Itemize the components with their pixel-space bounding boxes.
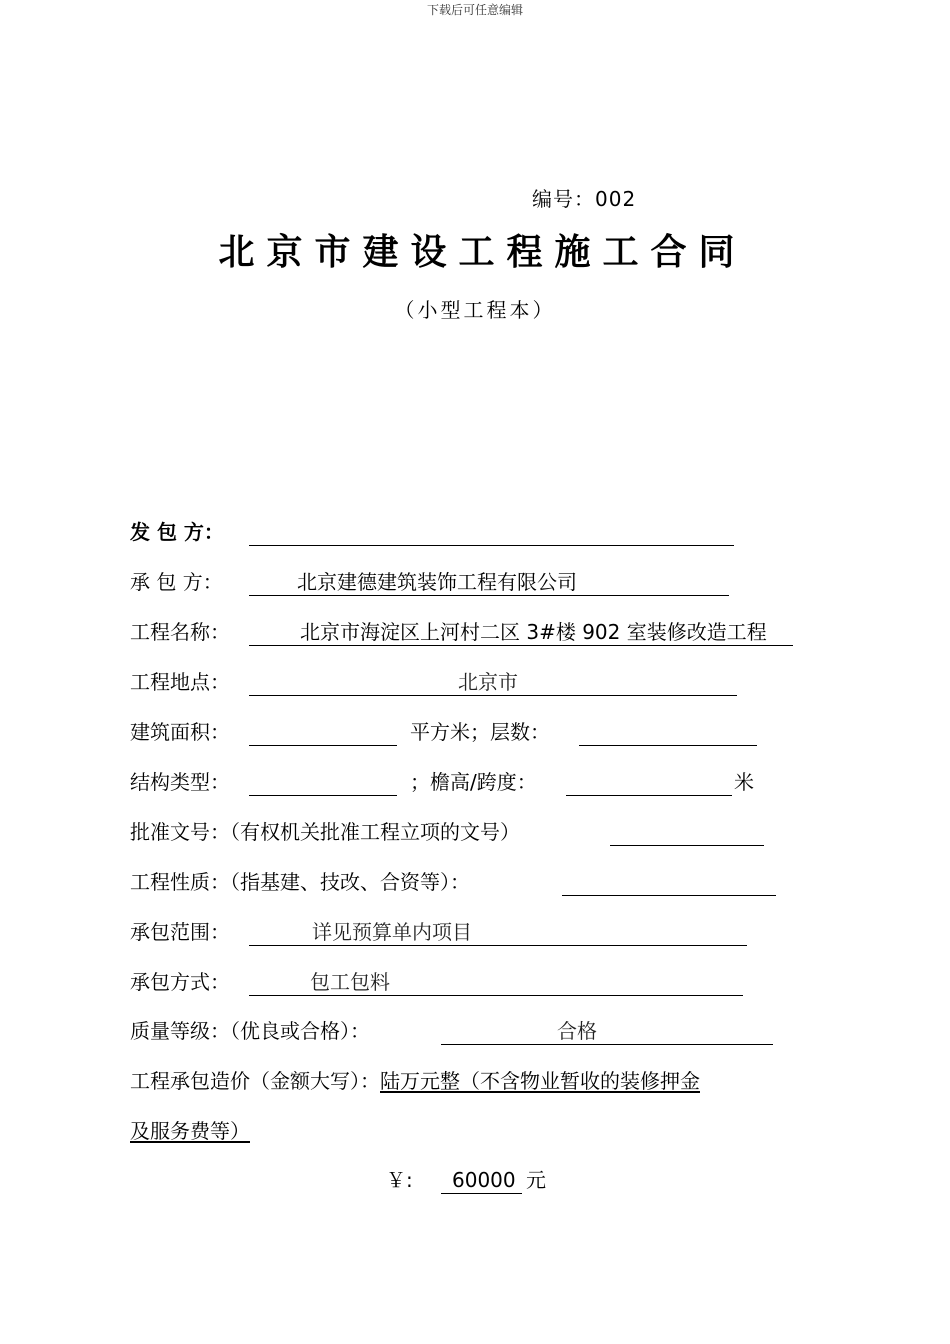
project-name-row xyxy=(130,617,230,647)
project-nature-label: 工程性质：（指基建、技改、合资等）： xyxy=(130,870,470,894)
price-row-2 xyxy=(130,1116,250,1146)
contract-number: 编号：002 xyxy=(532,187,637,211)
method-label: 承包方式： xyxy=(130,970,230,994)
quality-row xyxy=(130,1016,370,1046)
building-area-unit: 平方米；层数： xyxy=(410,720,550,744)
contractor-label: 承 包 方： xyxy=(130,570,223,594)
amount-row xyxy=(386,1165,413,1195)
approval-no-label: 批准文号：（有权机关批准工程立项的文号） xyxy=(130,820,520,844)
approval-no-field[interactable] xyxy=(610,817,764,846)
scope-label: 承包范围： xyxy=(130,920,230,944)
structure-type-field[interactable] xyxy=(249,767,397,796)
project-location-value: 北京市 xyxy=(458,670,518,694)
project-nature-row xyxy=(130,867,470,897)
contractor-value: 北京建德建筑装饰工程有限公司 xyxy=(297,570,577,594)
project-name-value: 北京市海淀区上河村二区 3#楼 902 室装修改造工程 xyxy=(300,620,767,644)
document-subtitle: （小型工程本） xyxy=(394,298,556,322)
floors-field[interactable] xyxy=(579,717,757,746)
header-note: 下载后可任意编辑 xyxy=(426,3,523,17)
amount-value: 60000 xyxy=(452,1168,516,1192)
method-row xyxy=(130,967,230,997)
eave-height-label: ；檐高/跨度： xyxy=(410,770,537,794)
employer-label: 发 包 方： xyxy=(130,520,224,544)
eave-height-unit: 米 xyxy=(734,770,754,794)
building-area-row xyxy=(130,717,230,747)
structure-type-row xyxy=(130,767,230,797)
amount-prefix: ￥: xyxy=(386,1168,413,1192)
quality-label: 质量等级：（优良或合格）： xyxy=(130,1019,370,1043)
project-name-label: 工程名称： xyxy=(130,620,230,644)
structure-type-label: 结构类型： xyxy=(130,770,230,794)
approval-no-row xyxy=(130,817,520,847)
scope-value: 详见预算单内项目 xyxy=(312,920,472,944)
amount-unit: 元 xyxy=(526,1168,546,1192)
price-value-line2: 及服务费等） xyxy=(130,1119,250,1143)
price-row xyxy=(130,1066,700,1096)
price-label: 工程承包造价（金额大写）： xyxy=(130,1069,380,1093)
employer-row xyxy=(130,517,224,547)
employer-field[interactable] xyxy=(249,517,734,546)
project-location-label: 工程地点： xyxy=(130,670,230,694)
building-area-label: 建筑面积： xyxy=(130,720,230,744)
method-value: 包工包料 xyxy=(310,970,390,994)
building-area-field[interactable] xyxy=(249,717,397,746)
scope-row xyxy=(130,917,230,947)
document-title: 北京市建设工程施工合同 xyxy=(218,232,747,273)
eave-height-field[interactable] xyxy=(566,767,732,796)
price-value-line1: 陆万元整（不含物业暂收的装修押金 xyxy=(380,1069,700,1093)
contractor-row xyxy=(130,567,223,597)
project-nature-field[interactable] xyxy=(562,867,776,896)
quality-field[interactable] xyxy=(441,1016,773,1045)
project-location-row xyxy=(130,667,230,697)
quality-value: 合格 xyxy=(557,1019,597,1043)
